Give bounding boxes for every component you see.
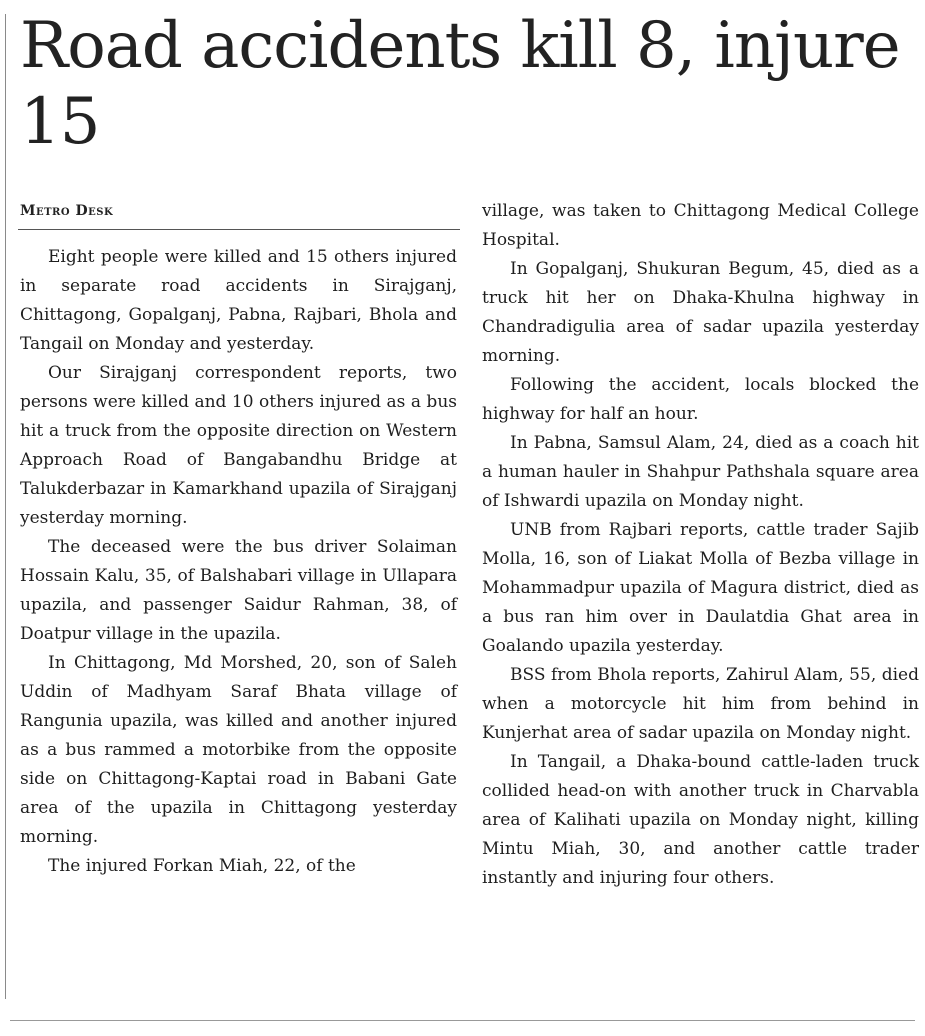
paragraph-chittagong: In Chittagong, Md Morshed, 20, son of Saleh Uddin of Madhyam Saraf Bhata village of Rangunia upazila, was killed and another injured as a bus rammed a motorbike from the opposite side on Chittagong-Kaptai road in Babani Gate area of the upazila in Chittagong yesterday morning. <box>20 653 457 847</box>
headline: Road accidents kill 8, injure 15 <box>20 9 900 159</box>
paragraph-sirajganj-deceased: The deceased were the bus driver Solaiman Hossain Kalu, 35, of Balshabari village in Ullapara upazila, and passenger Saidur Rahman, 38, of Doatpur village in the upazila. <box>20 537 457 644</box>
byline-divider <box>18 229 460 230</box>
article-column-left <box>20 243 457 881</box>
paragraph-chittagong-injured: The injured Forkan Miah, 22, of the <box>48 856 356 876</box>
paragraph-pabna: In Pabna, Samsul Alam, 24, died as a coach hit a human hauler in Shahpur Pathshala square area of Ishwardi upazila on Monday night. <box>482 433 919 511</box>
paragraph-tangail: In Tangail, a Dhaka-bound cattle-laden truck collided head-on with another truck in Charvabla area of Kalihati upazila on Monday night, killing Mintu Miah, 30, and another cattle trader instantly and injuring four others. <box>482 752 919 888</box>
left-border-rule <box>5 14 6 999</box>
paragraph-rajbari: UNB from Rajbari reports, cattle trader Sajib Molla, 16, son of Liakat Molla of Bezba village in Mohammadpur upazila of Magura district, died as a bus ran him over in Daulatdia Ghat area in Goalando upazila yesterday. <box>482 520 919 656</box>
paragraph-intro: Eight people were killed and 15 others injured in separate road accidents in Sirajganj, Chittagong, Gopalganj, Pabna, Rajbari, Bhola and Tangail on Monday and yesterday. <box>20 247 457 354</box>
paragraph-gopalganj-blockade: Following the accident, locals blocked the highway for half an hour. <box>482 375 919 424</box>
bottom-border-rule <box>10 1020 915 1021</box>
paragraph-bhola: BSS from Bhola reports, Zahirul Alam, 55, died when a motorcycle hit him from behind in Kunjerhat area of sadar upazila on Monday night. <box>482 665 919 743</box>
byline: Metro Desk <box>20 203 114 219</box>
paragraph-sirajganj: Our Sirajganj correspondent reports, two persons were killed and 10 others injured as a bus hit a truck from the opposite direction on Western Approach Road of Bangabandhu Bridge at Talukderbazar in Kamarkhand upazila of Sirajganj yesterday morning. <box>20 363 457 528</box>
paragraph-chittagong-continued: village, was taken to Chittagong Medical College Hospital. <box>482 201 919 250</box>
article-column-right <box>482 197 919 893</box>
paragraph-gopalganj: In Gopalganj, Shukuran Begum, 45, died as a truck hit her on Dhaka-Khulna highway in Chandradigulia area of sadar upazila yesterday morning. <box>482 259 919 366</box>
